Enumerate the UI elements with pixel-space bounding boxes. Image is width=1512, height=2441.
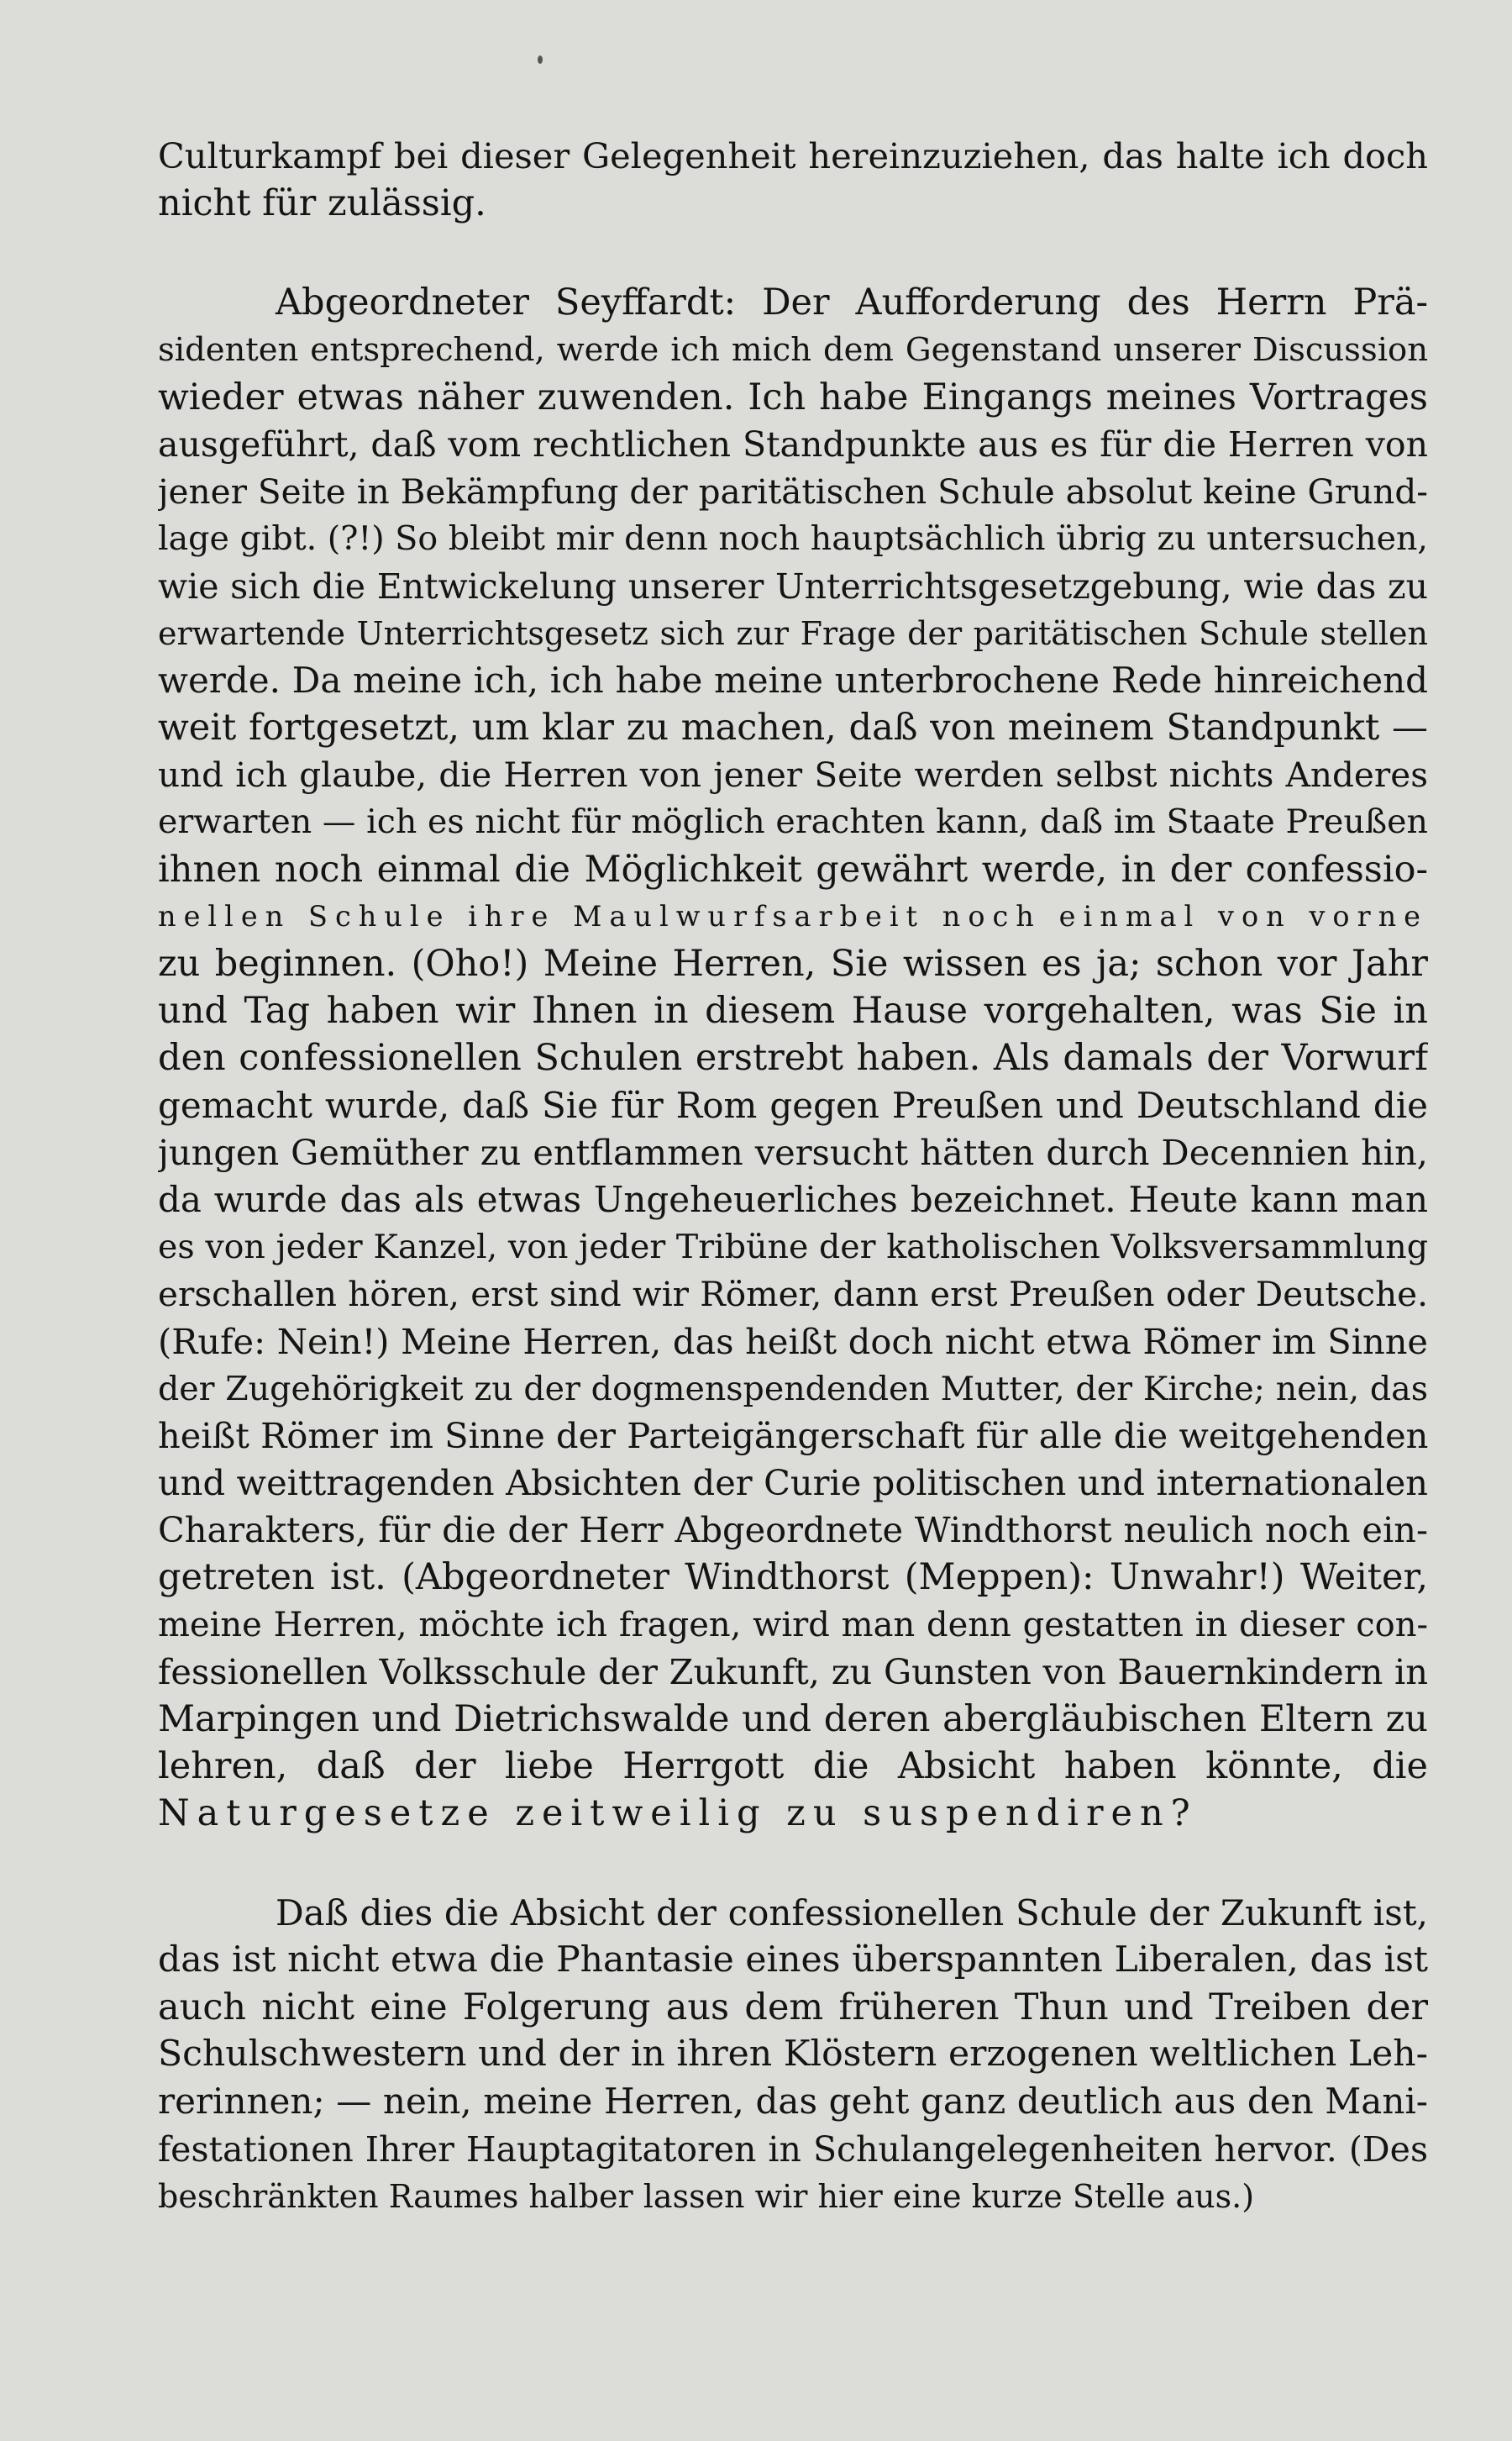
text-line: Daß dies die Absicht der confessionellen Schule der Zukunft ist, bbox=[276, 1891, 1428, 1933]
text-line: erwartende Unterrichtsgesetz sich zur Frage der paritätischen Schule stellen bbox=[158, 614, 1428, 652]
paragraph-2 bbox=[158, 279, 1428, 1837]
text-line: wie sich die Entwickelung unserer Unterrichtsgesetzgebung, wie das zu bbox=[158, 566, 1428, 607]
text-line: Abgeordneter Seyffardt: Der Aufforderung des Herrn Prä- bbox=[276, 281, 1428, 324]
text-line: auch nicht eine Folgerung aus dem früheren Thun und Treiben der bbox=[158, 1986, 1428, 2028]
text-line: meine Herren, möchte ich fragen, wird man denn gestatten in dieser con- bbox=[158, 1605, 1428, 1644]
text-line: erschallen hören, erst sind wir Römer, dann erst Preußen oder Deutsche. bbox=[158, 1274, 1428, 1315]
paragraph-3 bbox=[158, 1890, 1428, 2220]
text-line: heißt Römer im Sinne der Parteigängerschaft für alle die weitgehenden bbox=[158, 1414, 1428, 1456]
text-line: lehren, daß der liebe Herrgott die Absicht haben könnte, die bbox=[158, 1745, 1428, 1788]
text-line: jener Seite in Bekämpfung der paritätischen Schule absolut keine Grund- bbox=[158, 471, 1428, 513]
text-line: werde. Da meine ich, ich habe meine unterbrochene Rede hinreichend bbox=[158, 659, 1428, 701]
text-line: (Rufe: Nein!) Meine Herren, das heißt doch nicht etwa Römer im Sinne bbox=[158, 1320, 1428, 1362]
text-line: zu beginnen. (Oho!) Meine Herren, Sie wissen es ja; schon vor Jahr bbox=[158, 943, 1428, 985]
text-line: der Zugehörigkeit zu der dogmenspendenden Mutter, der Kirche; nein, das bbox=[158, 1369, 1428, 1408]
text-line: nicht für zulässig. bbox=[158, 182, 486, 225]
text-line: getreten ist. (Abgeordneter Windthorst (Meppen): Unwahr!) Weiter, bbox=[158, 1556, 1428, 1599]
paragraph-1 bbox=[158, 133, 1428, 227]
text-line: sidenten entsprechend, werde ich mich dem Gegenstand unserer Discussion bbox=[158, 330, 1428, 369]
text-line: ihnen noch einmal die Möglichkeit gewährt werde, in der confessio- bbox=[158, 848, 1428, 891]
text-line: da wurde das als etwas Ungeheuerliches bezeichnet. Heute kann man bbox=[158, 1178, 1428, 1220]
text-line: und weittragenden Absichten der Curie politischen und internationalen bbox=[158, 1462, 1428, 1504]
text-body bbox=[158, 133, 1428, 2220]
text-line: und ich glaube, die Herren von jener Seite werden selbst nichts Anderes bbox=[158, 755, 1428, 796]
ink-speck bbox=[538, 55, 543, 64]
text-line: Naturgesetze zeitweilig zu suspendiren? bbox=[158, 1792, 1198, 1835]
text-line: Culturkampf bei dieser Gelegenheit hereinzuziehen, das halte ich doch bbox=[158, 135, 1428, 176]
text-line: nellen Schule ihre Maulwurfsarbeit noch einmal von vorne bbox=[158, 899, 1428, 933]
text-line: lage gibt. (?!) So bleibt mir denn noch hauptsächlich übrig zu untersuchen, bbox=[158, 519, 1428, 559]
text-line: erwarten — ich es nicht für möglich erachten kann, daß im Staate Preußen bbox=[158, 802, 1428, 842]
text-line: Schulschwestern und der in ihren Klöstern erzogenen weltlichen Leh- bbox=[158, 2033, 1428, 2075]
text-line: und Tag haben wir Ihnen in diesem Hause vorgehalten, was Sie in bbox=[158, 990, 1428, 1033]
text-line: fessionellen Volksschule der Zukunft, zu Gunsten von Bauernkindern in bbox=[158, 1650, 1428, 1692]
text-line: jungen Gemüther zu entflammen versucht hätten durch Decennien hin, bbox=[158, 1131, 1428, 1173]
text-line: das ist nicht etwa die Phantasie eines überspannten Liberalen, das ist bbox=[158, 1939, 1428, 1981]
text-line: es von jeder Kanzel, von jeder Tribüne der katholischen Volksversammlung bbox=[158, 1228, 1428, 1267]
text-line: ausgeführt, daß vom rechtlichen Standpunkte aus es für die Herren von bbox=[158, 423, 1428, 465]
text-line: gemacht wurde, daß Sie für Rom gegen Preußen und Deutschland die bbox=[158, 1084, 1428, 1126]
text-line: festationen Ihrer Hauptagitatoren in Schulangelegenheiten hervor. (Des bbox=[158, 2128, 1428, 2170]
text-line: Charakters, für die der Herr Abgeordnete Windthorst neulich noch ein- bbox=[158, 1509, 1428, 1551]
editorial-note: beschränkten Raumes halber lassen wir hier eine kurze Stelle aus.) bbox=[158, 2177, 1255, 2215]
text-line: wieder etwas näher zuwenden. Ich habe Eingangs meines Vortrages bbox=[158, 376, 1428, 418]
text-line: den confessionellen Schulen erstrebt haben. Als damals der Vorwurf bbox=[158, 1037, 1428, 1080]
text-line: weit fortgesetzt, um klar zu machen, daß von meinem Standpunkt — bbox=[158, 707, 1428, 750]
text-line: Marpingen und Dietrichswalde und deren abergläubischen Eltern zu bbox=[158, 1698, 1428, 1740]
text-line: rerinnen; — nein, meine Herren, das geht ganz deutlich aus den Mani- bbox=[158, 2081, 1428, 2123]
